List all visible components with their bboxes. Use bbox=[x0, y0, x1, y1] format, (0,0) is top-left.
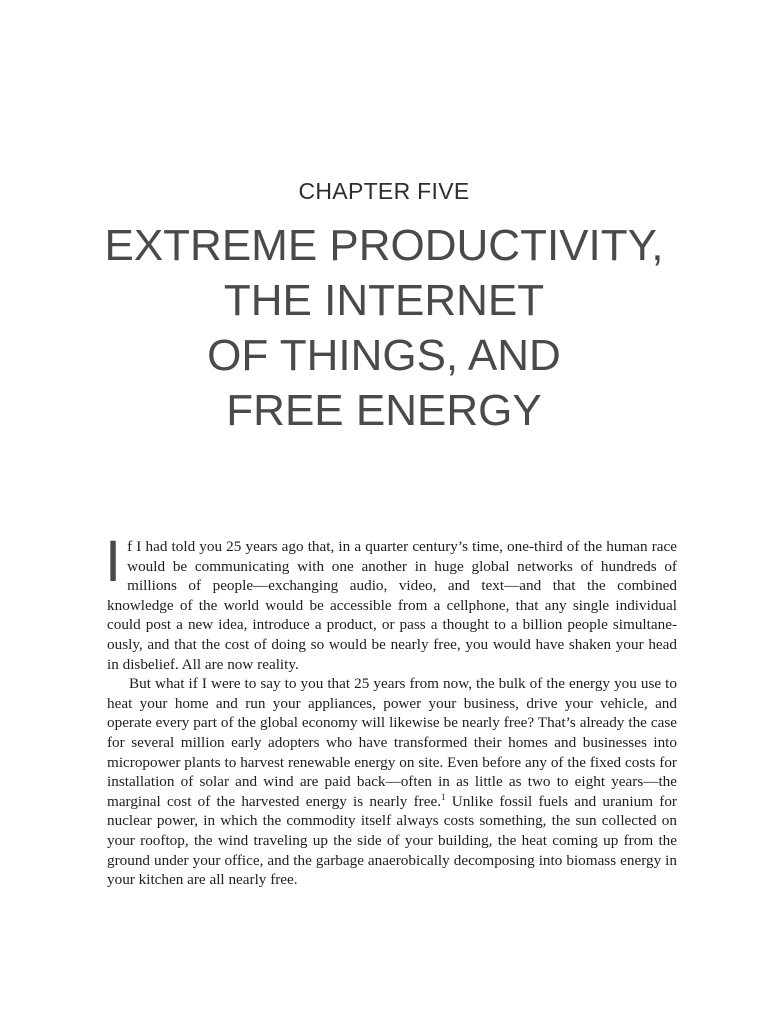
chapter-title-line-2: THE INTERNET bbox=[223, 276, 545, 325]
paragraph-2 bbox=[107, 674, 677, 890]
chapter-title-line-3: OF THINGS, AND bbox=[207, 331, 561, 380]
chapter-title-line-4: FREE ENERGY bbox=[226, 386, 542, 435]
body-text bbox=[105, 529, 677, 890]
chapter-label: CHAPTER FIVE bbox=[298, 178, 470, 204]
footnote-ref[interactable]: 1 bbox=[441, 791, 446, 802]
chapter-title-line-1: EXTREME PRODUCTIVITY, bbox=[104, 221, 664, 270]
paragraph-1 bbox=[105, 529, 677, 674]
paragraph-2-text-b: Unlike fossil fuels and uranium for nuclear power, in which the commodity itself always costs something, the sun collected on your rooftop, the wind traveling up the side of your building, the heat coming up from the ground under your office, and the garbage anaerobically decomposing into biomass energy in your kitchen are all nearly free. bbox=[107, 792, 677, 889]
chapter-title bbox=[0, 218, 768, 438]
paragraph-1-text: f I had told you 25 years ago that, in a quarter century’s time, one-third of the human race would be communicating with one another in huge global networks of hundreds of millions of people—exchanging audio, video, and text—and that the combined knowledge of the world would be accessible from a cellphone, that any single individual could post a new idea, introduce a product, or pass a thought to a billion people simultaneously, and that the cost of doing so would be nearly free, you would have shaken your head in disbelief. All are now reality. bbox=[107, 538, 677, 673]
drop-cap: I bbox=[105, 529, 122, 594]
paragraph-2-text-a: But what if I were to say to you that 25 years from now, the bulk of the energy you use to heat your home and run your appliances, power your business, drive your vehicle, and operate every part of the global economy will likewise be nearly free? That’s already the case for several million early adopters who have transformed their homes and businesses into micropower plants to harvest renewable energy on site. Even before any of the fixed costs for installation of solar and wind are paid back—often in as little as two to eight years—the marginal cost of the harvested energy is nearly free. bbox=[107, 675, 677, 810]
